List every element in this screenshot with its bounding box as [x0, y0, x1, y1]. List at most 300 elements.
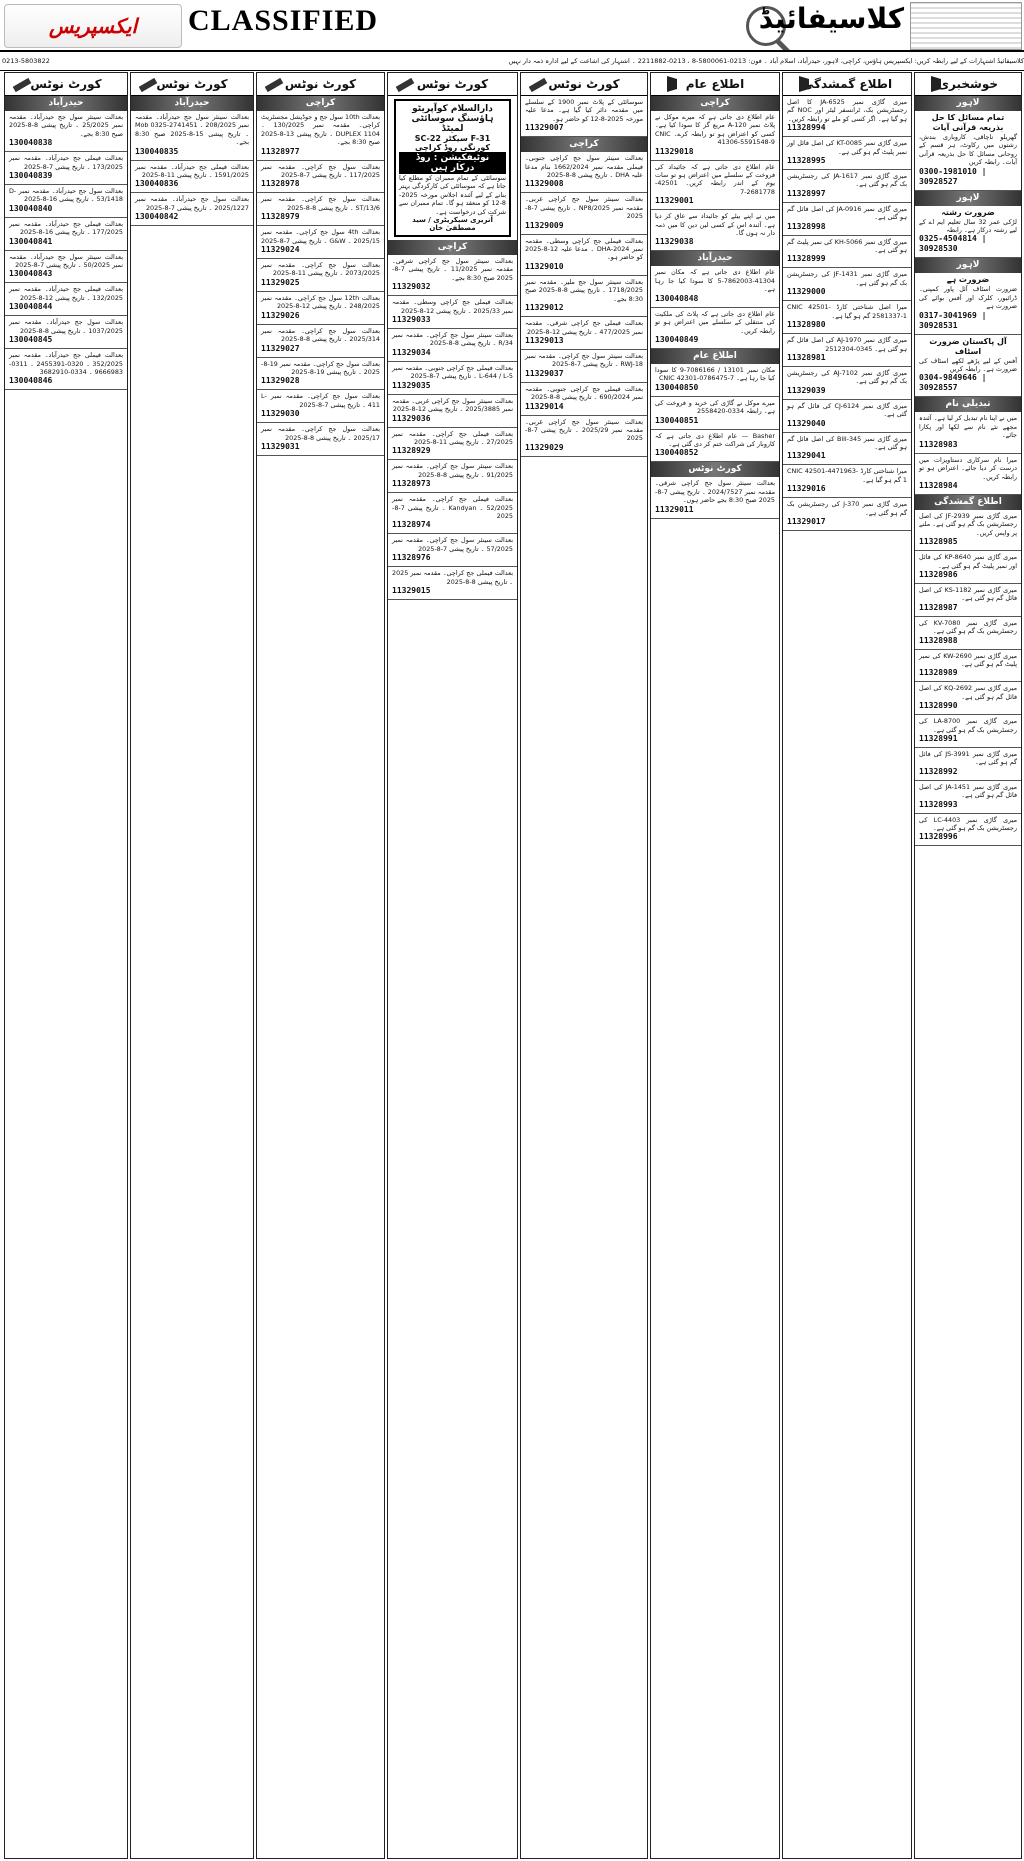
newspaper-icon	[910, 2, 1022, 50]
column-court-notice-5	[4, 72, 128, 1859]
ad-reference-number: 11329039	[787, 385, 826, 395]
ad-body: عام اطلاع دی جاتی ہے کہ مکان نمبر 41304-7862003-5 کا سودا کیا جا رہا ہے۔	[655, 268, 775, 294]
ad-body: میری گاڑی نمبر JF-1431 کی رجسٹریشن بک گم ہو گئی ہے۔	[787, 270, 907, 287]
classified-ad	[651, 266, 779, 307]
ad-reference-number: 130040852	[655, 448, 699, 458]
ad-body: بعدالت سول جج حیدرآباد۔ مقدمہ نمبر 2025/1227 ۔ تاریخ پیشی 7-8-2025	[135, 195, 249, 212]
classified-ad	[388, 255, 517, 296]
ad-reference-number: 11329040	[787, 418, 826, 428]
classified-ad	[5, 185, 127, 218]
ad-reference-number: 11329018	[655, 146, 694, 156]
ad-body: بعدالت فیملی جج حیدرآباد۔ مقدمہ نمبر 132/2025 ۔ تاریخ پیشی 12-8-2025	[9, 285, 123, 302]
ad-body: عام اطلاع دی جاتی ہے کہ جائیداد کی فروخت کے سلسلے میں اعتراض ہو تو سات یوم کے اندر رابطہ کریں۔ 42501-2681778-7	[655, 162, 775, 196]
classified-ad	[651, 364, 779, 397]
column-heading-label: کورٹ نوٹس	[30, 77, 102, 91]
classified-ad	[915, 715, 1021, 748]
classified-ad	[257, 292, 384, 325]
ad-body: بعدالت فیملی جج کراچی۔ مقدمہ نمبر 2025 ۔ تاریخ پیشی 8-8-2025	[392, 569, 513, 586]
ad-reference-number: 11328983	[919, 439, 958, 449]
column-heading	[131, 73, 253, 96]
column-court-notice-3	[256, 72, 385, 1859]
ad-reference-number: 11329009	[525, 220, 564, 230]
ad-reference-number: 11328997	[787, 188, 826, 198]
ad-reference-number: 11329012	[525, 303, 564, 313]
ad-body: بعدالت سینئر سول جج حیدرآباد۔ مقدمہ نمبر 208/2025 ۔ Mob 0325-2741451 ۔ تاریخ پیشی 15-8-2025 صبح 8:30 بجے۔	[135, 113, 250, 147]
ad-body: سوسائٹی کے پلاٹ نمبر 1900 کے سلسلے میں مقدمہ دائر کیا گیا ہے۔ مدعا علیہ مورخہ 2025-8-12 کو حاضر ہو۔	[525, 98, 643, 123]
classified-ad	[521, 276, 647, 317]
ad-reference-number: 11329025	[261, 277, 300, 287]
ad-body: بعدالت فیملی جج کراچی شرقی۔ مقدمہ نمبر 477/2025 ۔ تاریخ پیشی 12-8-2025	[525, 319, 643, 336]
boxed-notice-line3: نوٹیفکیشن : روڈ درکار ہیں	[399, 152, 506, 174]
ad-reference-number: 130040846	[9, 376, 53, 386]
ad-body: بعدالت سینئر سول جج ملیر۔ مقدمہ نمبر 1718/2025 ۔ تاریخ پیشی 8-8-2025 صبح 8:30 بجے۔	[525, 277, 643, 303]
ad-body: بعدالت فیملی جج حیدرآباد۔ مقدمہ نمبر 173/2025 ۔ تاریخ پیشی 7-8-2025	[9, 154, 123, 171]
classified-ad	[388, 362, 517, 395]
ad-reference-number: 11329015	[392, 585, 431, 595]
ad-body: میری گاڑی نمبر LA-8700 کی رجسٹریشن بک گم ہو گئی ہے۔	[919, 717, 1018, 734]
ad-reference-number: 11328929	[392, 446, 431, 456]
title-english: CLASSIFIED	[188, 4, 379, 37]
ad-body: آفس کے لیے پڑھے لکھے اسٹاف کی ضرورت ہے۔ رابطہ کریں	[919, 356, 1017, 374]
ad-body: بعدالت فیملی جج حیدرآباد۔ مقدمہ نمبر 177/2025 ۔ تاریخ پیشی 16-8-2025	[9, 219, 123, 237]
ad-reference-number: 11328978	[261, 179, 300, 189]
ad-reference-number: 11328981	[787, 352, 826, 362]
classified-ad	[915, 584, 1021, 617]
ad-body: میرے موکل نے گاڑی کی خرید و فروخت کی ہے۔ رابطہ 0334-2558420	[655, 398, 775, 416]
city-banner: اطلاع گمشدگی	[915, 495, 1021, 510]
classified-ad	[257, 390, 384, 423]
classified-ad	[783, 137, 911, 170]
classified-ad	[388, 428, 517, 461]
ad-reference-number: 0317-3041969 | 30928531	[919, 310, 987, 330]
classified-ad	[257, 423, 384, 456]
ad-body: عام اطلاع دی جاتی ہے کہ میرے موکل نے پلاٹ نمبر A-120 مربع گز کا سودا کیا ہے۔ کسی کو اعتراض ہو تو رابطہ کرے۔ CNIC 41306-5591548-9	[655, 113, 775, 147]
ad-reference-number: 11329038	[655, 237, 694, 247]
ad-body: میرا اصل شناختی کارڈ CNIC 42501-2581337-1 گم ہو گیا ہے۔	[787, 303, 907, 320]
hammer-icon-shape	[396, 78, 415, 92]
ad-body: میری گاڑی نمبر AJ-7102 کی رجسٹریشن بک گم ہو گئی ہے۔	[787, 368, 907, 386]
city-banner: اطلاع عام	[651, 349, 779, 364]
ad-body: میری گاڑی نمبر CJ-6124 کی فائل گم ہو گئی ہے۔	[787, 401, 907, 419]
ad-body: بعدالت سول جج کراچی۔ مقدمہ نمبر L-411 ۔ تاریخ پیشی 7-8-2025	[261, 392, 380, 409]
ad-body: میری گاڑی نمبر KH-5066 کی نمبر پلیٹ گم ہو گئی ہے۔	[787, 237, 907, 255]
newspaper-logo	[4, 4, 182, 48]
ad-body: میرا نام سرکاری دستاویزات میں درست کر دیا جائے۔ اعتراض ہو تو رابطہ کریں۔	[919, 455, 1017, 481]
city-banner: کورٹ نوٹس	[651, 462, 779, 477]
classified-ad	[915, 206, 1021, 259]
classified-ad	[915, 748, 1021, 781]
ad-reference-number: 11329013	[525, 335, 564, 345]
ad-reference-number: 130040840	[9, 203, 53, 213]
classified-ad	[388, 329, 517, 362]
column-heading	[915, 73, 1021, 96]
ad-reference-number: 11329010	[525, 261, 564, 271]
classified-ad	[783, 301, 911, 334]
ad-body: بعدالت فیملی جج حیدرآباد۔ مقدمہ نمبر 352/2025 ۔ 0320-2455391 ۔ 0311-9666983 ۔ 0334-3682910	[9, 351, 123, 376]
classified-ad	[915, 650, 1021, 683]
ad-body: میرا شناختی کارڈ CNIC 42501-4471963-1 گم ہو گیا ہے۔	[787, 467, 907, 484]
megaphone-icon-shape	[799, 76, 809, 92]
ad-reference-number: 11329011	[655, 504, 694, 514]
city-banner: حیدرآباد	[131, 96, 253, 111]
classified-ad	[388, 460, 517, 493]
classified-ad	[521, 96, 647, 137]
ad-reference-number: 130040836	[135, 179, 179, 189]
logo-text: ایکسپریس	[48, 14, 138, 38]
ad-reference-number: 11328985	[919, 537, 958, 547]
contact-ticker	[0, 50, 1024, 71]
ad-body: میری گاڑی نمبر J-370 کی رجسٹریشن بک گم ہو گئی ہے۔	[787, 500, 907, 517]
ad-body: بعدالت فیملی جج کراچی وسطی۔ مقدمہ نمبر 2025/33 ۔ تاریخ پیشی 12-8-2025	[392, 298, 513, 315]
ad-reference-number: 130040838	[9, 138, 53, 148]
title-urdu: کلاسیفائیڈ	[758, 2, 904, 35]
ad-reference-number: 11328993	[919, 799, 958, 809]
column-heading	[5, 73, 127, 96]
classified-ad	[5, 111, 127, 152]
megaphone-icon	[787, 76, 809, 92]
ad-reference-number: 130040850	[655, 382, 699, 392]
hammer-icon-shape	[265, 78, 284, 92]
classified-ad	[783, 400, 911, 433]
ad-body: میری گاڑی نمبر LC-4403 کی رجسٹریشن بک گم ہو گئی ہے۔	[919, 815, 1017, 833]
column-heading	[521, 73, 647, 96]
ad-body: بعدالت سول جج کراچی۔ مقدمہ نمبر ST/13/6 ۔ تاریخ پیشی 8-8-2025	[261, 195, 380, 212]
ad-body: Basher — عام اطلاع دی جاتی ہے کہ کاروبار کی شراکت ختم کر دی گئی ہے۔	[655, 431, 775, 448]
ad-reference-number: 11328987	[919, 602, 958, 612]
ad-reference-number: 11329032	[392, 282, 431, 292]
ad-body: بعدالت سینئر سول جج کراچی شرقی۔ مقدمہ نمبر 11/2025 ۔ تاریخ پیشی 7-8-2025 صبح 8:30 بجے۔	[392, 257, 513, 282]
hammer-icon-shape	[13, 78, 32, 92]
megaphone-icon	[655, 76, 677, 92]
ad-body: بعدالت سینئر سول جج کراچی۔ مقدمہ نمبر 57/2025 ۔ تاریخ پیشی 7-8-2025	[392, 536, 513, 553]
ticker-phone: 0213-5803822	[2, 52, 54, 70]
ad-reference-number: 11329041	[787, 451, 826, 461]
ad-reference-number: 11329033	[392, 315, 431, 325]
ad-reference-number: 11329029	[525, 442, 564, 452]
ad-reference-number: 11328984	[919, 480, 958, 490]
classified-ad	[915, 814, 1021, 847]
city-banner: کراچی	[257, 96, 384, 111]
ad-reference-number: 130040851	[655, 415, 699, 425]
classified-ad	[783, 465, 911, 498]
ad-reference-number: 11328986	[919, 569, 958, 579]
hammer-icon-shape	[529, 78, 548, 92]
ad-reference-number: 130040848	[655, 293, 699, 303]
ad-reference-number: 130040841	[9, 236, 53, 246]
ad-body: میری گاڑی نمبر KW-2690 کی نمبر پلیٹ گم ہو گئی ہے۔	[919, 651, 1017, 668]
classified-ad	[915, 335, 1021, 398]
classified-ad	[521, 383, 647, 416]
ad-body: عام اطلاع دی جاتی ہے کہ پلاٹ کی ملکیت کی منتقلی کے سلسلے میں اعتراض ہو تو رابطہ کریں۔	[655, 309, 775, 335]
ad-body: بعدالت سول جج حیدرآباد۔ مقدمہ نمبر 1037/2025 ۔ تاریخ پیشی 8-8-2025	[9, 318, 123, 335]
ad-body: بعدالت سینئر سول جج کراچی غربی۔ مقدمہ نمبر 2025/29 ۔ تاریخ پیشی 7-8-2025	[525, 417, 643, 443]
column-court-notice-4	[130, 72, 254, 1859]
classified-ad	[783, 498, 911, 531]
column-heading	[257, 73, 384, 96]
classified-ad	[915, 273, 1021, 334]
classified-ad	[521, 193, 647, 234]
classified-ad	[257, 325, 384, 358]
ad-reference-number: 11328976	[392, 553, 431, 563]
city-banner: تبدیلی نام	[915, 397, 1021, 412]
classified-ad	[783, 268, 911, 301]
city-banner: لاہور	[915, 96, 1021, 111]
classified-ad	[388, 493, 517, 534]
classified-ad	[915, 781, 1021, 814]
column-khushkhabri	[914, 72, 1022, 1859]
city-banner: کراچی	[388, 240, 517, 255]
ad-body: میری گاڑی نمبر KS-1182 کی اصل فائل گم ہو گئی ہے۔	[919, 585, 1017, 603]
ad-body: میری گاڑی نمبر JF-2939 کی اصل رجسٹریشن بک گم ہو گئی ہے۔ ملنے پر واپس کریں۔	[919, 511, 1017, 537]
ad-body: میری گاڑی نمبر JS-3991 کی فائل گم ہو گئی ہے۔	[919, 750, 1017, 767]
ad-reference-number: 11329001	[655, 196, 694, 206]
ad-reference-number: 11328991	[919, 734, 958, 743]
ad-body: بعدالت 12th سول جج کراچی۔ مقدمہ نمبر 248/2025 ۔ تاریخ پیشی 12-8-2025	[261, 293, 380, 311]
column-heading-label: کورٹ نوٹس	[548, 77, 620, 91]
ad-reference-number: 11328973	[392, 479, 431, 489]
ad-reference-number: 130040839	[9, 171, 53, 181]
ad-body: بعدالت سینئر سول جج کراچی غربی۔ مقدمہ نمبر 2025/3885 ۔ تاریخ پیشی 12-8-2025	[392, 396, 513, 414]
ad-body: میں نے اپنا نام تبدیل کر لیا ہے۔ آئندہ مجھے نئے نام سے لکھا اور پکارا جائے۔	[919, 414, 1017, 440]
ad-reference-number: 11329007	[525, 123, 564, 133]
classified-ad	[651, 308, 779, 349]
ad-body: ضرورت اسٹاف آئل پاور کمپنی۔ ڈرائیور، کلرک اور آفس بوائے کی ضرورت ہے	[919, 285, 1017, 311]
city-banner: لاہور	[915, 258, 1021, 273]
column-heading-label: کورٹ نوٹس	[156, 77, 228, 91]
classified-ad	[783, 170, 911, 203]
ad-body: بعدالت فیملی جج کراچی جنوبی۔ مقدمہ نمبر 690/2024 ۔ تاریخ پیشی 8-8-2025	[525, 384, 643, 402]
ad-body: بعدالت فیملی جج کراچی جنوبی۔ مقدمہ نمبر L-644 / L-5 ۔ تاریخ پیشی 7-8-2025	[392, 363, 513, 381]
classified-ad	[521, 152, 647, 193]
ad-body: بعدالت سینئر سول جج کراچی۔ مقدمہ نمبر 91/2025 ۔ تاریخ پیشی 8-8-2025	[392, 462, 513, 479]
classified-ad	[257, 111, 384, 161]
ad-reference-number: 11328995	[787, 156, 826, 166]
classified-ad	[388, 296, 517, 329]
column-heading-label: اطلاع گمشدگی	[801, 77, 893, 91]
ad-reference-number: 11328979	[261, 212, 300, 222]
classified-ad	[521, 350, 647, 383]
ad-reference-number: 0325-4504814 | 30928530	[919, 234, 987, 254]
megaphone-icon-shape	[931, 76, 941, 92]
hammer-icon	[525, 76, 547, 92]
ad-body: بعدالت سول جج کراچی۔ مقدمہ نمبر 2025/314 ۔ تاریخ پیشی 8-8-2025	[261, 326, 380, 344]
ad-reference-number: 0300-1981010 | 30928527	[919, 166, 987, 186]
ad-reference-number: 11328988	[919, 635, 958, 645]
ad-body: بعدالت سول جج کراچی۔ مقدمہ نمبر 2073/2025 ۔ تاریخ پیشی 11-8-2025	[261, 261, 380, 278]
ad-headline: ضرورت ہے	[946, 275, 990, 285]
ad-body: بعدالت سینئر سول جج کراچی جنوبی۔ فیملی مقدمہ نمبر 1662/2024 بنام مدعا علیہ DHA ۔ تاریخ پیشی 8-8-2025	[525, 154, 643, 180]
ad-reference-number: 11328992	[919, 766, 958, 776]
classified-ad	[915, 551, 1021, 584]
hammer-icon	[392, 76, 414, 92]
classified-ad	[388, 534, 517, 567]
megaphone-icon-shape	[667, 76, 677, 92]
ad-body: بعدالت فیملی جج حیدرآباد۔ مقدمہ نمبر 1591/2025 ۔ تاریخ پیشی 11-8-2025	[135, 162, 249, 180]
ad-body: بعدالت سینئر سول جج حیدرآباد۔ مقدمہ نمبر 50/2025 ۔ تاریخ پیشی 7-8-2025	[9, 252, 123, 270]
classified-ad	[257, 193, 384, 226]
ad-reference-number: 11329014	[525, 401, 564, 411]
ad-reference-number: 11328989	[919, 668, 958, 678]
megaphone-icon	[919, 76, 941, 92]
ad-body: بعدالت 4th سول جج کراچی۔ مقدمہ نمبر 2025/15 ۔ G&W ۔ تاریخ پیشی 7-8-2025	[260, 228, 380, 245]
boxed-notice-line2: SC-22 سیکٹر F-31 کورنگی روڈ کراچی	[414, 134, 491, 152]
ad-reference-number: 11328998	[787, 221, 826, 231]
column-gumshudgi	[782, 72, 912, 1859]
ad-body: بعدالت سول جج کراچی۔ مقدمہ نمبر 117/2025 ۔ تاریخ پیشی 7-8-2025	[261, 162, 380, 180]
ad-body: بعدالت سینئر سول جج کراچی۔ مقدمہ نمبر R/34 ۔ تاریخ پیشی 8-8-2025	[392, 331, 513, 348]
classified-ad	[651, 430, 779, 463]
classified-ad	[783, 203, 911, 236]
classified-ad	[131, 161, 253, 194]
ad-reference-number: 11328980	[787, 320, 826, 330]
ad-reference-number: 130040842	[135, 212, 179, 222]
ad-body: میری گاڑی نمبر JA-0916 کی اصل فائل گم ہو گئی ہے۔	[787, 204, 907, 222]
ticker-text: کلاسیفائیڈ اشتہارات کے لیے رابطہ کریں: ایکسپریس ہاؤس، کراچی، لاہور، حیدرآباد، اسلام آباد ۔ فون: 0213-5800061-8 ، 0213-2211882 ۔ اشتہار کی اشاعت کے لیے ادارہ ذمہ دار نہیں	[508, 57, 1024, 65]
classified-ad	[521, 416, 647, 457]
ad-body: بعدالت سینئر سول جج کراچی شرقی۔ مقدمہ نمبر 2024/7527 ۔ تاریخ پیشی 7-8-2025 صبح 8:30 بجے حاضر ہوں۔	[655, 479, 775, 505]
classified-ad	[5, 283, 127, 316]
boxed-notice-line1: دارالسلام کوآپریٹو ہاؤسنگ سوسائٹی لمیٹڈ	[411, 104, 494, 134]
ad-reference-number: 130040843	[9, 269, 53, 279]
ad-headline: آل پاکستان ضرورت اسٹاف	[929, 336, 1007, 356]
classified-ad	[915, 682, 1021, 715]
ad-body: میری گاڑی نمبر Bill-345 کی اصل فائل گم ہو گئی ہے۔	[787, 434, 907, 451]
classified-ad	[915, 617, 1021, 650]
ad-body: میری گاڑی نمبر KP-8640 کی فائل اور نمبر پلیٹ گم ہو گئی ہے۔	[919, 553, 1017, 570]
classified-ad	[915, 454, 1021, 495]
ad-body: بعدالت 10th سول جج و جوڈیشل مجسٹریٹ کراچی۔ مقدمہ نمبر 130/2025 ۔ DUPLEX 1104 ۔ تاریخ پیشی 13-8-2025 صبح 8:30 بجے۔	[261, 113, 381, 147]
ad-body: لڑکی عمر 32 سال تعلیم ایم اے کے لیے رشتہ درکار ہے۔ رابطہ	[919, 217, 1017, 235]
classified-ad	[651, 397, 779, 430]
classified-ad	[915, 111, 1021, 191]
column-heading	[651, 73, 779, 96]
ad-reference-number: 11329037	[525, 368, 564, 378]
hammer-icon-shape	[139, 78, 158, 92]
column-heading-label: خوشخبری	[938, 77, 998, 91]
ad-reference-number: 11329028	[261, 376, 300, 386]
ad-body: بعدالت سینئر سول جج کراچی غربی۔ مقدمہ نمبر NP8/2025 ۔ تاریخ پیشی 7-8-2025	[525, 195, 644, 221]
hammer-icon	[9, 76, 31, 92]
ad-reference-number: 11329024	[261, 245, 300, 255]
classified-ad	[388, 395, 517, 428]
ad-headline: ضرورت رشتہ	[941, 207, 995, 217]
classified-ad	[5, 152, 127, 185]
ad-body: میری گاڑی نمبر KT-0085 کی اصل فائل اور نمبر پلیٹ گم ہو گئی ہے۔	[787, 139, 908, 156]
classified-ad	[5, 316, 127, 349]
classified-ad	[257, 226, 384, 259]
city-banner: کراچی	[521, 137, 647, 152]
classified-ad	[915, 412, 1021, 453]
ad-reference-number: 11329035	[392, 380, 431, 390]
ad-reference-number: 130040844	[9, 302, 53, 312]
ad-body: بعدالت سول جج حیدرآباد۔ مقدمہ نمبر D-53/1418 ۔ تاریخ پیشی 16-8-2025	[9, 187, 123, 204]
classified-ad	[651, 111, 779, 161]
classified-ad	[131, 111, 253, 161]
column-itla-aam	[650, 72, 780, 1859]
ad-body: میری گاڑی نمبر KQ-2692 کی اصل فائل گم ہو گئی ہے۔	[919, 684, 1017, 701]
ad-body: گھریلو ناچاقی، کاروباری بندش، رشتوں میں رکاوٹ، ہر قسم کے روحانی مسائل کا حل بذریعہ قرآنی آیات۔ رابطہ کریں	[919, 133, 1017, 167]
ad-reference-number: 11329026	[261, 310, 300, 320]
classified-ad	[131, 193, 253, 226]
ad-body: میری گاڑی نمبر JA-6525 کا اصل رجسٹریشن بک، ٹرانسفر لیٹر اور NOC گم ہو گیا ہے۔ اگر کسی کو ملے تو رابطہ کریں۔	[787, 98, 908, 123]
ad-reference-number: 11329008	[525, 179, 564, 189]
ad-body: بعدالت فیملی جج کراچی وسطی۔ مقدمہ نمبر DHA-2024 ۔ مدعا علیہ 12-8-2025 کو حاضر ہو۔	[525, 236, 643, 262]
city-banner: لاہور	[915, 191, 1021, 206]
classified-ad	[257, 161, 384, 194]
ad-reference-number: 11328977	[261, 146, 300, 156]
ad-reference-number: 0304-9849646 | 30928557	[919, 373, 987, 393]
ad-reference-number: 130040835	[135, 146, 179, 156]
classified-ad	[5, 349, 127, 390]
ad-body: بعدالت فیملی جج کراچی۔ مقدمہ نمبر 27/2025 ۔ تاریخ پیشی 11-8-2025	[392, 429, 513, 446]
ad-reference-number: 11329017	[787, 516, 826, 526]
column-court-notice-1	[520, 72, 648, 1859]
classified-ad	[257, 259, 384, 292]
classified-ad	[651, 477, 779, 518]
ad-reference-number: 11329000	[787, 287, 826, 297]
city-banner: کراچی	[651, 96, 779, 111]
ad-body: بعدالت سول جج کراچی۔ مقدمہ نمبر 19-8-2025 ۔ تاریخ پیشی 19-8-2025	[261, 359, 380, 376]
classified-ad	[783, 433, 911, 466]
ad-reference-number: 11328994	[787, 123, 826, 133]
boxed-notice-line4: سوسائٹی کے تمام ممبران کو مطلع کیا جاتا ہے کہ سوسائٹی کی کارکردگی بہتر بنانے کے لیے آئندہ اجلاس مورخہ 2025-8-12 کو منعقد ہو گا۔ تمام ممبران سے شرکت کی درخواست ہے۔	[399, 174, 506, 216]
ad-body: بعدالت سینئر سول جج کراچی۔ مقدمہ نمبر RWJ-18 ۔ تاریخ پیشی 7-8-2025	[525, 351, 643, 369]
classified-ad	[915, 510, 1021, 551]
ad-reference-number: 11329030	[261, 409, 300, 419]
ad-body: میری گاڑی نمبر JA-1451 کی اصل فائل گم ہو گئی ہے۔	[919, 782, 1017, 800]
classified-ad	[521, 317, 647, 350]
classified-ad	[5, 218, 127, 251]
ad-reference-number: 11328999	[787, 254, 826, 264]
column-court-notice-2	[387, 72, 518, 1859]
masthead	[0, 0, 1024, 50]
classified-ad	[783, 96, 911, 137]
column-heading-label: کورٹ نوٹس	[284, 77, 357, 91]
column-heading	[388, 73, 517, 96]
hammer-icon	[135, 76, 157, 92]
column-heading-label: اطلاع عام	[685, 77, 745, 91]
ad-reference-number: 11328990	[919, 701, 958, 711]
ad-body: میری گاڑی نمبر KV-7080 کی رجسٹریشن بک گم ہو گئی ہے۔	[919, 618, 1018, 636]
classified-ad	[5, 251, 127, 284]
ad-reference-number: 11328996	[919, 832, 958, 842]
column-heading-label: کورٹ نوٹس	[416, 77, 489, 91]
classified-ad	[783, 334, 911, 367]
boxed-notice-line5: آنریری سیکریٹری / سید مصطفیٰ خان	[412, 216, 493, 233]
classified-ad	[783, 236, 911, 269]
ad-headline: تمام مسائل کا حل بذریعہ قرآنی آیات	[931, 113, 1005, 132]
ad-body: میں نے اپنے بیٹے کو جائیداد سے عاق کر دیا ہے۔ آئندہ اس کے کسی لین دین کا میں ذمہ دار نہ ہوں گا۔	[655, 212, 775, 238]
classified-ad	[783, 367, 911, 400]
ad-reference-number: 130040845	[9, 335, 53, 345]
ad-reference-number: 11329031	[261, 441, 300, 451]
ad-body: بعدالت سینئر سول جج حیدرآباد۔ مقدمہ نمبر 25/2025 ۔ تاریخ پیشی 8-8-2025 صبح 8:30 بجے۔	[9, 113, 123, 138]
ad-body: میری گاڑی نمبر JA-1617 کی رجسٹریشن بک گم ہو گئی ہے۔	[787, 172, 907, 189]
ad-reference-number: 11329034	[392, 347, 431, 357]
classified-ad	[651, 161, 779, 211]
ad-reference-number: 11329027	[261, 343, 300, 353]
classified-ad	[521, 235, 647, 276]
ad-body: میری گاڑی نمبر AJ-1970 کی اصل فائل گم ہو گئی ہے۔ 0345-2512304	[787, 336, 908, 353]
ad-reference-number: 11329036	[392, 413, 431, 423]
classified-ad	[257, 358, 384, 391]
boxed-notice	[394, 99, 511, 237]
hammer-icon	[261, 76, 283, 92]
classified-ad	[388, 567, 517, 600]
ad-body: بعدالت فیملی جج کراچی۔ مقدمہ نمبر 52/2025 ۔ Kandyan ۔ تاریخ پیشی 7-8-2025	[392, 495, 513, 520]
ad-reference-number: 11329016	[787, 484, 826, 494]
column-heading	[783, 73, 911, 96]
